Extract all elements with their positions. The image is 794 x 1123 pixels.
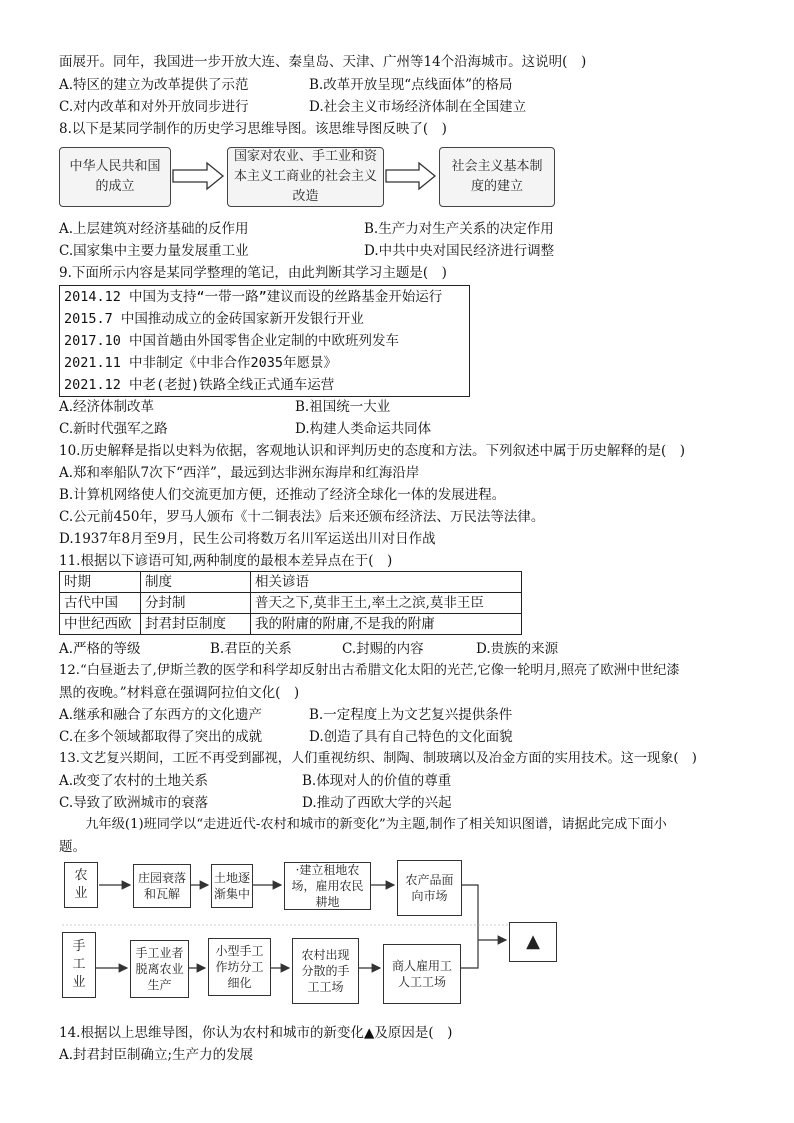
q11-option-d: D.贵族的来源	[476, 641, 559, 657]
q9-option-a: A.经济体制改革	[59, 399, 155, 415]
q12-option-c: C.在多个领域都取得了突出的成就	[59, 729, 263, 745]
q9-note-1: 2014.12 中国为支持“一带一路”建议而设的丝路基金开始运行	[64, 289, 443, 305]
craft-label-text: 手工业	[72, 939, 86, 990]
craft-step-1-text: 手工业者脱离农业生产	[135, 946, 184, 992]
q12-option-d: D.创造了具有自己特色的文化面貌	[309, 729, 513, 745]
q11-option-a: A.严格的等级	[59, 641, 141, 657]
agri-step-1-text: 庄园衰落和瓦解	[137, 871, 186, 901]
craft-step-4-text: 商人雇用工人工工场	[391, 959, 452, 989]
agri-step-3-text: ·建立租地农场，雇用农民耕地	[291, 863, 364, 909]
q8-box-founding-text: 中华人民共和国的成立	[69, 159, 161, 194]
table-cell: 中世纪西欧	[60, 614, 141, 635]
q8-box-reform-text: 国家对农业、手工业和资本主义工商业的社会主义改造	[233, 149, 377, 204]
q7-stem: 面展开。同年，我国进一步开放大连、秦皇岛、天津、广州等14个沿海城市。这说明( )	[59, 54, 587, 70]
q8-box-system-text: 社会主义基本制度的建立	[451, 159, 543, 194]
q13-option-a: A.改变了农村的土地关系	[59, 773, 209, 789]
agri-step-2	[211, 864, 253, 908]
q10-option-c: C.公元前450年，罗马人颁布《十二铜表法》后来还颁布经济法、万民法等法律。	[59, 509, 545, 525]
result-triangle-icon: ▲	[526, 931, 540, 952]
craft-step-3	[292, 938, 359, 1004]
craft-step-3-text: 农村出现分散的手工工场	[301, 948, 350, 994]
q14-intro-line2: 题。	[59, 839, 86, 855]
agri-step-4-text: 农产品面向市场	[405, 873, 454, 903]
q13-option-c: C.导致了欧洲城市的衰落	[59, 795, 209, 811]
agri-step-3	[284, 862, 371, 910]
craft-label	[62, 932, 96, 998]
merge-bracket	[461, 885, 478, 968]
q8-stem: 8.以下是某同学制作的历史学习思维导图。该思维导图反映了( )	[59, 121, 447, 137]
agri-step-2-text: 土地逐渐集中	[214, 871, 251, 901]
q9-option-c: C.新时代强军之路	[59, 421, 168, 437]
q7-option-a: A.特区的建立为改革提供了示范	[59, 77, 249, 93]
table-cell: 古代中国	[60, 593, 141, 614]
agri-step-1	[133, 864, 191, 908]
q10-option-b: B.计算机网络使人们交流更加方便，还推动了经济全球化一体的发展进程。	[59, 487, 506, 503]
q9-stem: 9.下面所示内容是某同学整理的笔记，由此判断其学习主题是( )	[59, 265, 447, 281]
q11-stem: 11.根据以下谚语可知,两种制度的最根本差异点在于( )	[59, 553, 393, 569]
q8-option-a: A.上层建筑对经济基础的反作用	[59, 221, 249, 237]
q9-option-b: B.祖国统一大业	[295, 399, 391, 415]
q13-option-b: B.体现对人的价值的尊重	[302, 773, 452, 789]
q8-option-c: C.国家集中主要力量发展重工业	[59, 243, 249, 259]
q11-option-b: B.君臣的关系	[210, 641, 292, 657]
q12-stem-line1: 12.“白昼逝去了,伊斯兰教的医学和科学却反射出古希腊文化太阳的光芒,它像一轮明月,照亮了欧洲中世纪漆	[59, 663, 680, 678]
craft-step-1	[130, 940, 189, 998]
craft-step-2-text: 小型手工作坊分工细化	[215, 944, 264, 990]
table-header-cell: 时期	[60, 572, 141, 593]
q10-option-a: A.郑和率船队7次下“西洋”，最远到达非洲东海岸和红海沿岸	[59, 465, 420, 481]
table-cell: 普天之下,莫非王土,率土之滨,莫非王臣	[251, 593, 522, 614]
q12-stem-line2: 黑的夜晚。”材料意在强调阿拉伯文化( )	[59, 685, 300, 701]
q12-option-b: B.一定程度上为文艺复兴提供条件	[309, 707, 513, 723]
q7-option-d: D.社会主义市场经济体制在全国建立	[309, 99, 527, 115]
table-header-cell: 相关谚语	[251, 572, 522, 593]
q9-note-4: 2021.11 中非制定《中非合作2035年愿景》	[64, 355, 338, 371]
q11-option-c: C.封赐的内容	[342, 641, 424, 657]
q13-stem: 13.文艺复兴期间，工匠不再受到鄙视，人们重视纺织、制陶、制玻璃以及冶金方面的实用技术。这一现象( )	[59, 751, 697, 766]
craft-step-4	[383, 944, 461, 1004]
table-cell: 分封制	[141, 593, 251, 614]
q14-intro-line1: 九年级(1)班同学以“走进近代-农村和城市的新变化”为主题,制作了相关知识图谱，请据此完成下面小	[59, 817, 667, 832]
q10-stem: 10.历史解释是指以史料为依据，客观地认识和评判历史的态度和方法。下列叙述中属于历史解释的是( )	[59, 443, 686, 459]
q8-option-b: B.生产力对生产关系的决定作用	[364, 221, 554, 237]
q13-option-d: D.推动了西欧大学的兴起	[302, 795, 452, 811]
table-cell: 我的附庸的附庸,不是我的附庸	[251, 614, 522, 635]
q14-option-a: A.封君封臣制确立;生产力的发展	[59, 1047, 254, 1063]
craft-step-2	[208, 938, 271, 996]
q10-option-d: D.1937年8月至9月，民生公司将数万名川军运送出川对日作战	[59, 531, 436, 547]
q9-note-5: 2021.12 中老(老挝)铁路全线正式通车运营	[64, 377, 335, 393]
q8-option-d: D.中共中央对国民经济进行调整	[364, 243, 555, 259]
q7-option-b: B.改革开放呈现“点线面体”的格局	[309, 77, 513, 93]
q9-note-2: 2015.7 中国推动成立的金砖国家新开发银行开业	[64, 311, 364, 327]
table-header-cell: 制度	[141, 572, 251, 593]
table-cell: 封君封臣制度	[141, 614, 251, 635]
agri-step-4	[397, 860, 462, 916]
q9-option-d: D.构建人类命运共同体	[295, 421, 432, 437]
agri-label-text: 农业	[74, 868, 88, 901]
q9-note-3: 2017.10 中国首趟由外国零售企业定制的中欧班列发车	[64, 333, 400, 349]
q12-option-a: A.继承和融合了东西方的文化遗产	[59, 707, 263, 723]
q7-option-c: C.对内改革和对外开放同步进行	[59, 99, 249, 115]
q14-stem: 14.根据以上思维导图，你认为农村和城市的新变化▲及原因是( )	[59, 1025, 453, 1041]
agri-label	[64, 862, 98, 908]
result-box	[509, 922, 557, 962]
